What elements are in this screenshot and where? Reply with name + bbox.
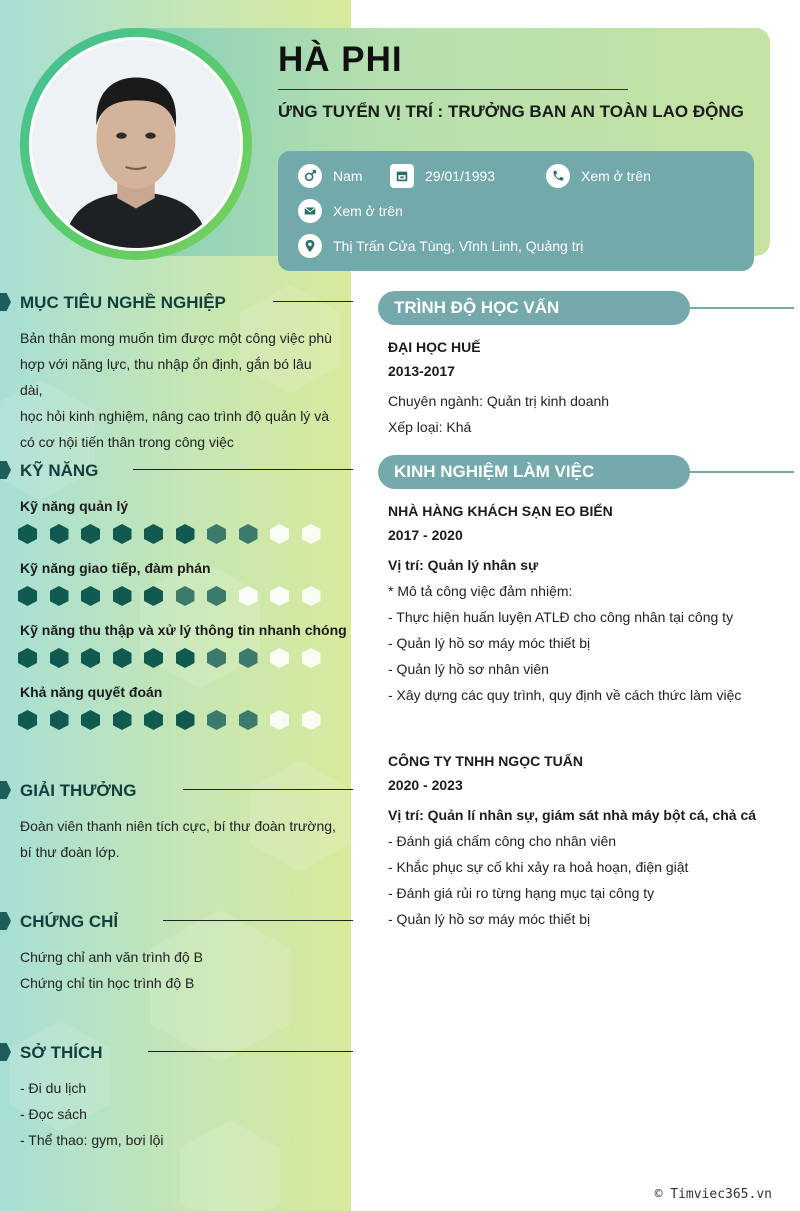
- email-item: [298, 199, 403, 223]
- skill-dot-empty: [302, 710, 321, 730]
- skill-rating: [18, 524, 333, 544]
- skill-dot-empty: [302, 648, 321, 668]
- skill-dot-filled: [113, 524, 132, 544]
- job-detail: - Quản lý hồ sơ nhân viên: [388, 661, 549, 677]
- skill-dot-empty: [270, 524, 289, 544]
- skill-dot-empty: [239, 586, 258, 606]
- skill-rating: [18, 710, 333, 730]
- skill-dot-filled: [113, 648, 132, 668]
- birthdate-item: [390, 164, 495, 188]
- education-major: Chuyên ngành: Quản trị kinh doanh: [388, 393, 610, 409]
- objective-text: [20, 325, 338, 455]
- awards-text: [20, 813, 338, 865]
- hobbies-rule: [148, 1051, 353, 1052]
- experience-rule: [690, 471, 794, 473]
- skill-dot-filled: [50, 710, 69, 730]
- hobby-line: - Thể thao: gym, bơi lội: [20, 1132, 164, 1148]
- objective-rule: [273, 301, 353, 302]
- skill-dot-filled: [81, 586, 100, 606]
- skill-dot-empty: [270, 586, 289, 606]
- skill-dot-filled: [144, 648, 163, 668]
- skill-dot-filled: [113, 586, 132, 606]
- skill-dot-filled: [207, 524, 226, 544]
- skill-dot-filled: [239, 710, 258, 730]
- award-line: Đoàn viên thanh niên tích cực, bí thư đoàn trường,: [20, 818, 336, 834]
- birthdate-value: 29/01/1993: [425, 168, 496, 184]
- skill-name: Khả năng quyết đoán: [20, 684, 163, 700]
- skill-dot-filled: [50, 524, 69, 544]
- skill-dot-filled: [18, 710, 37, 730]
- job-detail: - Đánh giá rủi ro từng hạng mục tại công ty: [388, 885, 655, 901]
- phone-icon: [546, 164, 570, 188]
- objective-line: hợp với năng lực, thu nhập ổn định, gắn bó lâu dài,: [20, 356, 312, 398]
- contact-info-box: [278, 151, 754, 271]
- certificates-heading: CHỨNG CHỈ: [20, 912, 119, 931]
- gender-value: Nam: [333, 168, 363, 184]
- education-rank: Xếp loại: Khá: [388, 419, 472, 435]
- skill-dot-filled: [207, 710, 226, 730]
- skill-dot-filled: [207, 648, 226, 668]
- candidate-name: HÀ PHI: [278, 40, 403, 79]
- skill-dot-empty: [302, 586, 321, 606]
- job-detail: - Đánh giá chấm công cho nhân viên: [388, 833, 617, 849]
- skills-rule: [133, 469, 353, 470]
- job-detail: - Quản lý hồ sơ máy móc thiết bị: [388, 911, 591, 927]
- skill-dot-filled: [239, 524, 258, 544]
- company-name: NHÀ HÀNG KHÁCH SẠN EO BIỂN: [388, 503, 613, 519]
- mail-icon: [298, 199, 322, 223]
- skill-dot-filled: [50, 586, 69, 606]
- skill-dot-filled: [81, 710, 100, 730]
- skill-dot-filled: [176, 586, 195, 606]
- certificate-line: Chứng chỉ anh văn trình độ B: [20, 949, 203, 965]
- job-detail: * Mô tả công việc đảm nhiệm:: [388, 583, 573, 599]
- skill-dot-filled: [176, 710, 195, 730]
- job-period: 2017 - 2020: [388, 527, 463, 543]
- footer-credit: © Timviec365.vn: [654, 1187, 772, 1202]
- skill-name: Kỹ năng thu thập và xử lý thông tin nhanh chóng: [20, 622, 347, 638]
- skill-dot-filled: [144, 710, 163, 730]
- skill-dot-filled: [81, 648, 100, 668]
- objective-line: Bản thân mong muốn tìm được một công việc phù: [20, 330, 332, 346]
- hobby-line: - Đi du lịch: [20, 1080, 87, 1096]
- profile-photo: [29, 37, 243, 251]
- address-item: [298, 234, 583, 258]
- skill-dot-filled: [176, 524, 195, 544]
- awards-heading: GIẢI THƯỞNG: [20, 781, 137, 800]
- skill-dot-empty: [270, 710, 289, 730]
- skills-heading: KỸ NĂNG: [20, 461, 99, 480]
- skill-rating: [18, 586, 333, 606]
- experience-heading: KINH NGHIỆM LÀM VIỆC: [378, 455, 690, 489]
- education-rule: [690, 307, 794, 309]
- certificates-text: [20, 944, 338, 996]
- education-heading: TRÌNH ĐỘ HỌC VẤN: [378, 291, 690, 325]
- objective-line: có cơ hội tiến thân trong công việc: [20, 434, 234, 450]
- skill-name: Kỹ năng giao tiếp, đàm phán: [20, 560, 211, 576]
- job-period: 2020 - 2023: [388, 777, 463, 793]
- skill-dot-filled: [81, 524, 100, 544]
- skill-dot-empty: [302, 524, 321, 544]
- skill-dot-filled: [50, 648, 69, 668]
- skill-dot-filled: [113, 710, 132, 730]
- skill-dot-empty: [270, 648, 289, 668]
- award-line: bí thư đoàn lớp.: [20, 844, 120, 860]
- applied-position: ỨNG TUYỂN VỊ TRÍ : TRƯỞNG BAN AN TOÀN LAO ĐỘNG: [278, 102, 744, 121]
- address-value: Thị Trấn Cửa Tùng, Vĩnh Linh, Quảng trị: [333, 238, 584, 254]
- job-detail: - Thực hiện huấn luyện ATLĐ cho công nhân tại công ty: [388, 609, 734, 625]
- location-icon: [298, 234, 322, 258]
- job-role: Vị trí: Quản lí nhân sự, giám sát nhà máy bột cá, chả cá: [388, 807, 757, 823]
- skill-dot-filled: [18, 524, 37, 544]
- certificate-line: Chứng chỉ tin học trình độ B: [20, 975, 195, 991]
- skill-dot-filled: [144, 524, 163, 544]
- job-detail: - Xây dựng các quy trình, quy định về cách thức làm việc: [388, 687, 742, 703]
- hobbies-heading: SỞ THÍCH: [20, 1043, 103, 1062]
- job-detail: - Quản lý hồ sơ máy móc thiết bị: [388, 635, 591, 651]
- hobby-line: - Đọc sách: [20, 1106, 87, 1122]
- school-name: ĐẠI HỌC HUẾ: [388, 339, 481, 355]
- email-value: Xem ở trên: [333, 203, 403, 219]
- skill-dot-filled: [18, 648, 37, 668]
- skill-dot-filled: [239, 648, 258, 668]
- skill-dot-filled: [207, 586, 226, 606]
- awards-rule: [183, 789, 353, 790]
- skill-dot-filled: [176, 648, 195, 668]
- objective-line: học hỏi kinh nghiệm, nâng cao trình độ quản lý và: [20, 408, 329, 424]
- job-role: Vị trí: Quản lý nhân sự: [388, 557, 539, 573]
- skill-rating: [18, 648, 333, 668]
- certificates-rule: [163, 920, 353, 921]
- hobbies-text: [20, 1075, 338, 1153]
- company-name: CÔNG TY TNHH NGỌC TUẤN: [388, 753, 583, 769]
- skill-dot-filled: [144, 586, 163, 606]
- job-detail: - Khắc phục sự cố khi xảy ra hoả hoạn, điện giật: [388, 859, 689, 875]
- phone-item: [546, 164, 651, 188]
- gender-icon: [298, 164, 322, 188]
- gender-item: [298, 164, 363, 188]
- education-period: 2013-2017: [388, 363, 455, 379]
- calendar-icon: [390, 164, 414, 188]
- person-silhouette-icon: [32, 40, 240, 248]
- objective-heading: MỤC TIÊU NGHỀ NGHIỆP: [20, 293, 226, 312]
- skill-name: Kỹ năng quản lý: [20, 498, 129, 514]
- skill-dot-filled: [18, 586, 37, 606]
- phone-value: Xem ở trên: [581, 168, 651, 184]
- name-divider: [278, 89, 628, 90]
- avatar: [20, 28, 252, 260]
